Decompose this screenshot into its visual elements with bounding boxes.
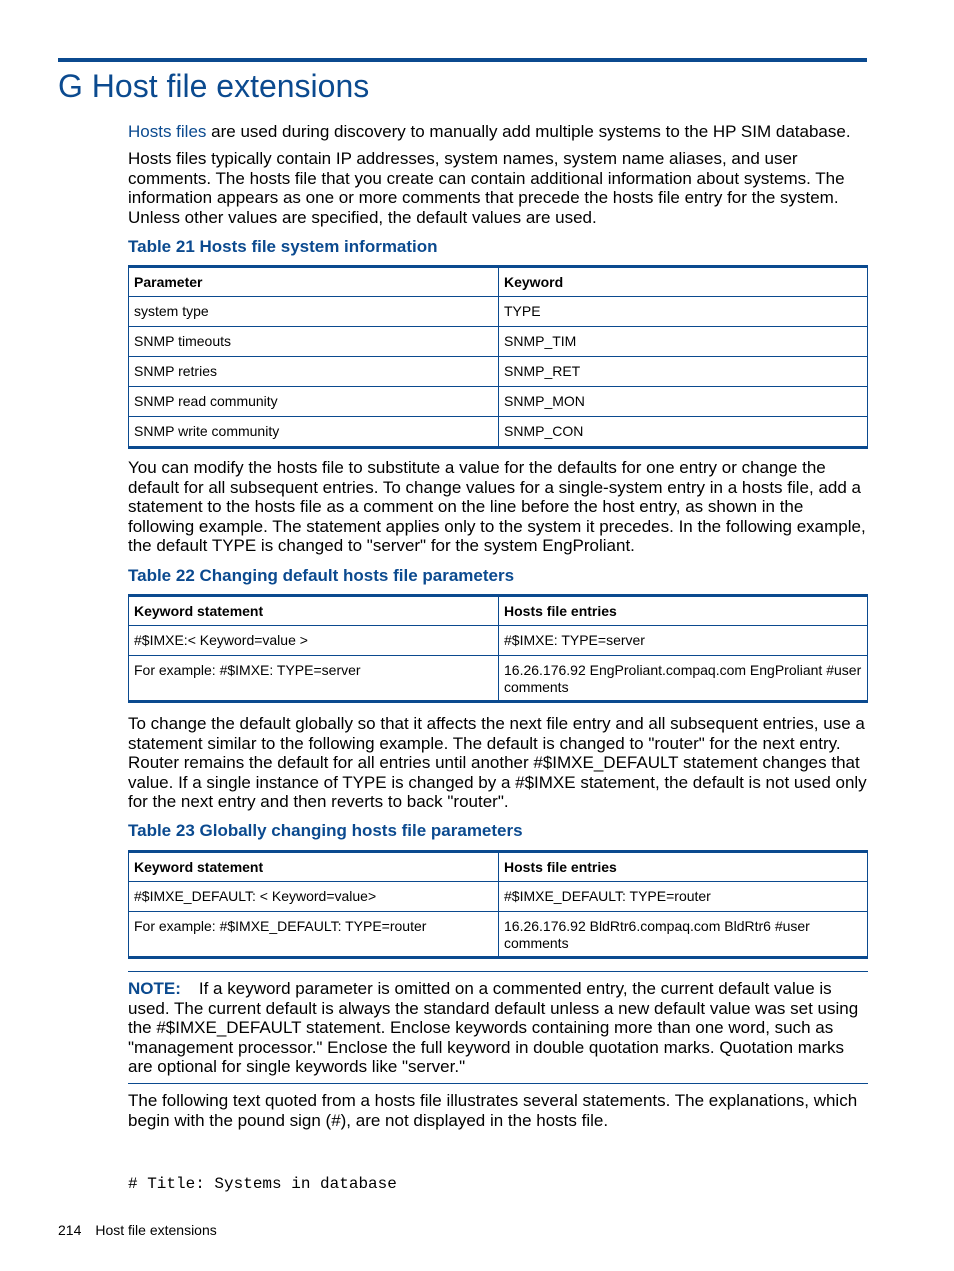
- column-header: Keyword statement: [129, 596, 499, 626]
- table-row: [129, 656, 868, 702]
- intro-text: are used during discovery to manually add multiple systems to the HP SIM database.: [206, 122, 851, 141]
- table-row: [129, 882, 868, 912]
- column-header: Keyword statement: [129, 852, 499, 882]
- chapter-top-rule: [58, 58, 867, 62]
- footer-section-title: Host file extensions: [95, 1222, 217, 1238]
- table22: [128, 594, 868, 703]
- table23: [128, 850, 868, 959]
- table-row: [129, 626, 868, 656]
- column-header: Keyword: [499, 267, 868, 297]
- hosts-file-example-paragraph: The following text quoted from a hosts file illustrates several statements. The explanations, which begin with the pound sign (#), are not displayed in the hosts file.: [128, 1091, 858, 1130]
- table-row: [129, 417, 868, 448]
- table-row: [129, 912, 868, 958]
- table-cell: 16.26.176.92 EngProliant.compaq.com EngProliant #user comments: [499, 656, 868, 702]
- table-cell: TYPE: [499, 297, 868, 327]
- page-footer: [58, 1222, 217, 1238]
- global-default-paragraph: To change the default globally so that it affects the next file entry and all subsequent entries, use a statement similar to the following example. The default is changed to "router" for the next entry. Router remains the default for all entries until another #$IMXE_DEFAULT statement changes that value. If a single instance of TYPE is changed by a #$IMXE statement, the default is not used only for the next entry and then reverts to back "router".: [128, 714, 867, 811]
- note-label: NOTE:: [128, 979, 181, 998]
- table-row: [129, 327, 868, 357]
- note-box: [128, 971, 868, 1084]
- chapter-title: G Host file extensions: [58, 68, 370, 104]
- table-cell: SNMP retries: [129, 357, 499, 387]
- table-cell: #$IMXE: TYPE=server: [499, 626, 868, 656]
- note-text: If a keyword parameter is omitted on a commented entry, the current default value is used. The current default is always the standard default unless a new default value was set using the #$IMXE_DEFAULT statement. Enclose keywords containing more than one word, such as "management processor." Enclose the full keyword in double quotation marks. Quotation marks are optional for single keywords like "server.": [128, 979, 859, 1076]
- table-cell: #$IMXE_DEFAULT: TYPE=router: [499, 882, 868, 912]
- table-cell: SNMP write community: [129, 417, 499, 448]
- table21-caption: Table 21 Hosts file system information: [128, 237, 438, 256]
- table-row: [129, 387, 868, 417]
- table-cell: #$IMXE_DEFAULT: < Keyword=value>: [129, 882, 499, 912]
- code-sample: # Title: Systems in database: [128, 1175, 397, 1193]
- table-header-row: [129, 852, 868, 882]
- table-header-row: [129, 267, 868, 297]
- table23-caption: Table 23 Globally changing hosts file parameters: [128, 821, 523, 840]
- table-cell: SNMP_CON: [499, 417, 868, 448]
- table-cell: For example: #$IMXE: TYPE=server: [129, 656, 499, 702]
- table-row: [129, 297, 868, 327]
- table-header-row: [129, 596, 868, 626]
- column-header: Hosts file entries: [499, 852, 868, 882]
- table-cell: SNMP timeouts: [129, 327, 499, 357]
- hosts-files-link[interactable]: Hosts files: [128, 122, 207, 141]
- table-cell: 16.26.176.92 BldRtr6.compaq.com BldRtr6 #user comments: [499, 912, 868, 958]
- page-number: 214: [58, 1222, 82, 1238]
- column-header: Parameter: [129, 267, 499, 297]
- table-cell: system type: [129, 297, 499, 327]
- table-cell: SNMP_TIM: [499, 327, 868, 357]
- modify-hosts-paragraph: You can modify the hosts file to substitute a value for the defaults for one entry or change the default for all subsequent entries. To change values for a single-system entry in a hosts file, add a statement to the hosts file as a comment on the line before the host entry, as shown in the following example. The statement applies only to the system it precedes. In the following example, the default TYPE is changed to "server" for the system EngProliant.: [128, 458, 866, 555]
- table21: [128, 265, 868, 449]
- table-cell: For example: #$IMXE_DEFAULT: TYPE=router: [129, 912, 499, 958]
- table-row: [129, 357, 868, 387]
- hosts-files-paragraph: Hosts files typically contain IP addresses, system names, system name aliases, and user comments. The hosts file that you create can contain additional information about systems. The information appears as one or more comments that precede the hosts file entry for the system. Unless other values are specified, the default values are used.: [128, 149, 845, 227]
- table-cell: SNMP read community: [129, 387, 499, 417]
- note-paragraph: [128, 979, 868, 1077]
- table22-caption: Table 22 Changing default hosts file parameters: [128, 566, 515, 585]
- table-cell: SNMP_RET: [499, 357, 868, 387]
- table-cell: #$IMXE:< Keyword=value >: [129, 626, 499, 656]
- table-cell: SNMP_MON: [499, 387, 868, 417]
- intro-paragraph: [128, 122, 868, 142]
- column-header: Hosts file entries: [499, 596, 868, 626]
